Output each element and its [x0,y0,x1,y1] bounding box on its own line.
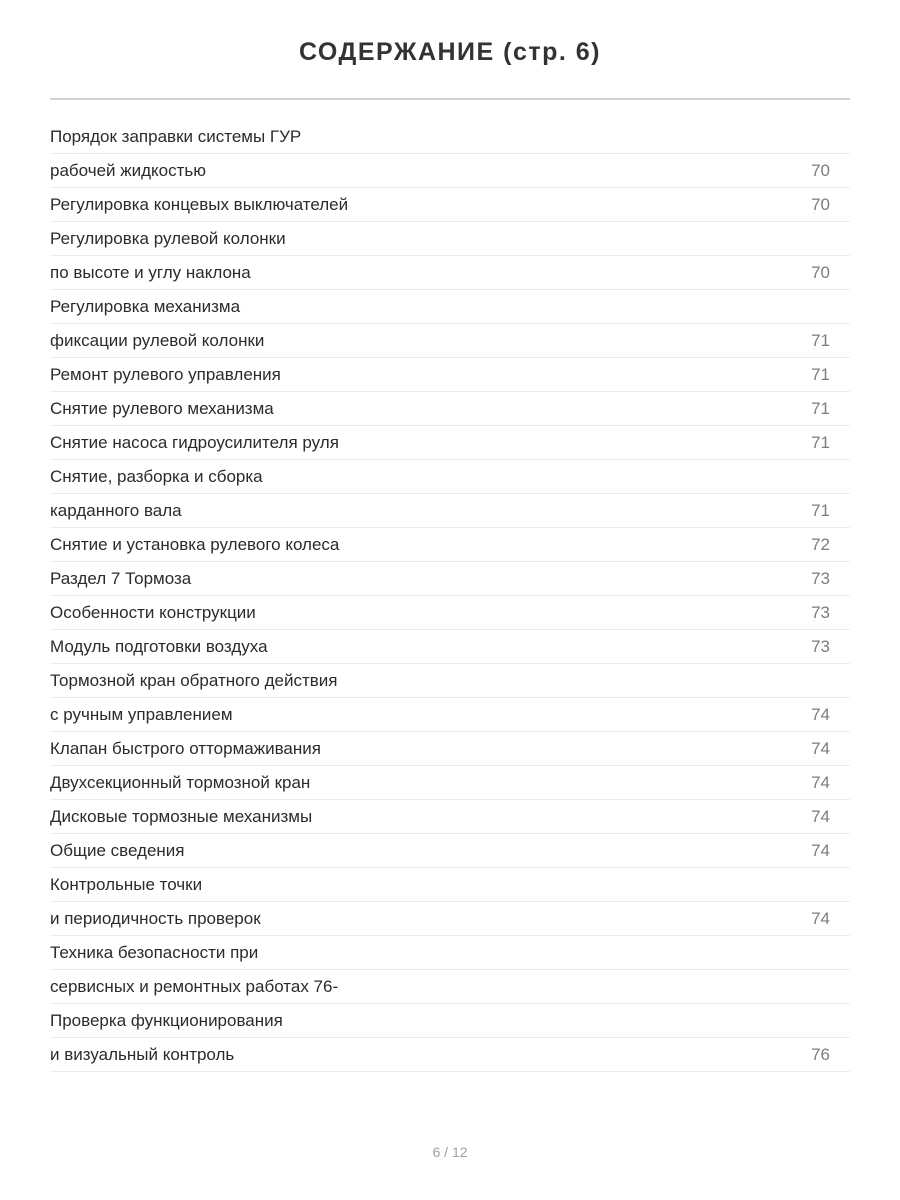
toc-entry-text: по высоте и углу наклона [50,262,251,282]
toc-entry [50,732,850,766]
toc-entry-page-number: 74 [811,840,830,860]
toc-entry [50,1038,850,1072]
toc-entry [50,324,850,358]
toc-entry-text: Регулировка рулевой колонки [50,228,286,248]
toc-entry-page-number: 70 [811,160,830,180]
toc-entry [50,562,850,596]
toc-entry [50,834,850,868]
toc-entry [50,698,850,732]
table-of-contents [50,120,850,1072]
toc-entry-text: фиксации рулевой колонки [50,330,265,350]
toc-entry-text: Порядок заправки системы ГУР [50,126,302,146]
toc-entry [50,222,850,256]
toc-entry-text: и визуальный контроль [50,1044,235,1064]
toc-entry-text: с ручным управлением [50,704,233,724]
page-title: СОДЕРЖАНИЕ (стр. 6) [298,38,602,66]
toc-entry [50,460,850,494]
toc-entry [50,766,850,800]
toc-entry [50,154,850,188]
toc-entry-page-number: 71 [811,398,830,418]
toc-entry-page-number: 72 [811,534,830,554]
toc-entry [50,902,850,936]
toc-entry [50,1004,850,1038]
toc-entry-page-number: 74 [811,704,830,724]
toc-entry-page-number: 74 [811,738,830,758]
toc-entry [50,392,850,426]
toc-entry-page-number: 73 [811,636,830,656]
toc-entry [50,290,850,324]
toc-entry-text: Дисковые тормозные механизмы [50,806,313,826]
toc-entry-page-number: 73 [811,602,830,622]
toc-entry-text: Особенности конструкции [50,602,256,622]
toc-entry [50,596,850,630]
toc-entry-text: рабочей жидкостью [50,160,207,180]
toc-entry-text: Регулировка механизма [50,296,241,316]
toc-entry-text: Ремонт рулевого управления [50,364,281,384]
toc-entry [50,936,850,970]
toc-entry-page-number: 76 [811,1044,830,1064]
page-indicator: 6 / 12 [432,1144,468,1160]
title-divider [50,98,850,100]
toc-entry-text: Проверка функционирования [50,1010,283,1030]
toc-entry [50,664,850,698]
toc-entry-page-number: 73 [811,568,830,588]
toc-entry [50,120,850,154]
toc-entry-text: Снятие и установка рулевого колеса [50,534,340,554]
toc-entry-text: карданного вала [50,500,182,520]
toc-entry-page-number: 71 [811,500,830,520]
toc-entry-text: Снятие насоса гидроусилителя руля [50,432,339,452]
toc-entry-page-number: 71 [811,364,830,384]
toc-entry-text: Снятие рулевого механизма [50,398,274,418]
toc-entry-page-number: 71 [811,330,830,350]
toc-entry-text: Контрольные точки [50,874,203,894]
toc-entry-text: сервисных и ремонтных работах 76- [50,976,339,996]
toc-entry [50,494,850,528]
toc-entry-text: Двухсекционный тормозной кран [50,772,311,792]
toc-entry [50,426,850,460]
toc-entry-text: Раздел 7 Тормоза [50,568,192,588]
toc-entry [50,970,850,1004]
toc-entry-page-number: 74 [811,908,830,928]
toc-entry-page-number: 71 [811,432,830,452]
toc-entry-text: Техника безопасности при [50,942,259,962]
toc-entry-page-number: 70 [811,262,830,282]
toc-entry-text: Регулировка концевых выключателей [50,194,349,214]
toc-entry [50,188,850,222]
toc-entry [50,528,850,562]
toc-entry-page-number: 74 [811,772,830,792]
toc-entry [50,868,850,902]
toc-entry [50,256,850,290]
toc-entry-text: Тормозной кран обратного действия [50,670,338,690]
toc-entry-text: Клапан быстрого оттормаживания [50,738,321,758]
toc-entry-text: Модуль подготовки воздуха [50,636,268,656]
toc-entry [50,358,850,392]
toc-entry-text: Снятие, разборка и сборка [50,466,263,486]
toc-entry [50,800,850,834]
toc-entry [50,630,850,664]
toc-entry-text: Общие сведения [50,840,185,860]
toc-entry-page-number: 70 [811,194,830,214]
toc-entry-text: и периодичность проверок [50,908,261,928]
toc-entry-page-number: 74 [811,806,830,826]
